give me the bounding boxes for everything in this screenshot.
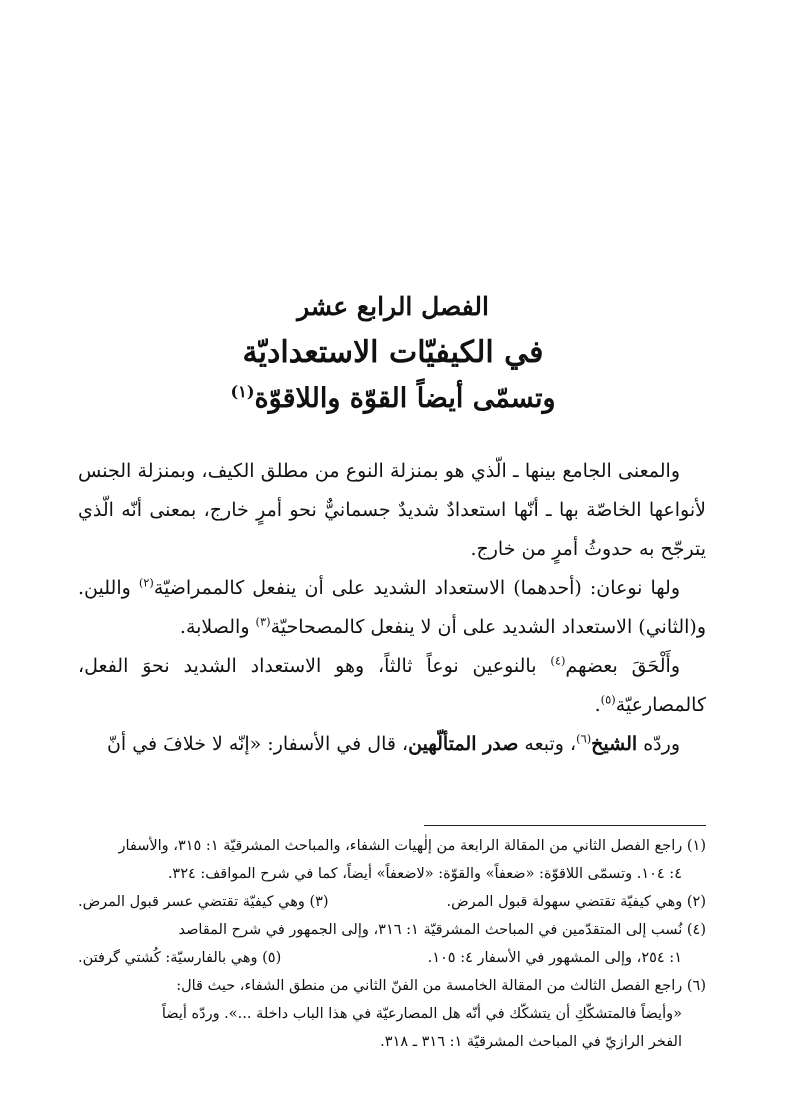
footnotes (78, 832, 706, 1056)
footnote-4-line-2: ١: ٢٥٤، وإلى المشهور في الأسفار ٤: ١٠٥. (427, 950, 682, 966)
footnote-1-line-1: (١) راجع الفصل الثاني من المقالة الرابعة من إلٰهيات الشفاء، والمباحث المشرقيّة ١: ٣١٥، والأسفار (118, 838, 706, 854)
footnote-6-line-1: (٦) راجع الفصل الثالث من المقالة الخامسة من الفنّ الثاني من منطق الشفاء، حيث قال: (176, 978, 706, 994)
paragraph-3 (78, 647, 706, 725)
chapter-number-heading: الفصل الرابع عشر (297, 292, 489, 321)
footnote-ref-2: (٢) (138, 575, 154, 590)
footnote-3: (٣) وهي كيفيّة تقتضي عسر قبول المرض. (78, 894, 329, 910)
paragraph-3-part-a: وأَلْحَقَ بعضهم (565, 655, 680, 677)
footnote-ref-6: (٦) (576, 731, 592, 746)
paragraph-4-part-b: ، وتبعه (518, 733, 577, 755)
paragraph-2-part-c: والصلابة. (179, 616, 256, 638)
paragraph-4-part-a: وردّه (637, 733, 680, 755)
footnote-ref-1: (١) (230, 382, 255, 401)
footnote-6-line-3: الفخر الرازيّ في المباحث المشرقيّة ١: ٣١٦ ـ ٣١٨. (380, 1034, 682, 1050)
paragraph-3-part-b: بالنوعين نوعاً ثالثاً، وهو الاستعداد الشديد نحوَ الفعل، كالمصارعيّة (78, 655, 706, 716)
paragraph-2-part-a: ولها نوعان: (أحدهما) الاستعداد الشديد على أن ينفعل كالممراضيّة (153, 577, 681, 599)
footnote-6-line-2: «وأيضاً فالمتشكّكِ أن يتشكّك في أنّه هل المصارعيّة في هذا الباب داخلة ...». وردّه أيضاً (161, 1006, 682, 1022)
subtitle-text: وتسمّى أيضاً القوّة واللاقوّة (254, 383, 556, 414)
paragraph-4-part-c: ، قال في الأسفار: «إنّه لا خلافَ في أنّ (106, 733, 409, 755)
footnote-ref-5: (٥) (600, 692, 616, 707)
chapter-title-heading: في الكيفيّات الاستعداديّة (242, 335, 544, 370)
footnote-4-5-row (78, 944, 706, 972)
paragraph-2 (78, 569, 706, 647)
name-sadr-al-mutaallihin: صدر المتألّهين (408, 733, 519, 755)
paragraph-2-part-b: واللين. و(الثاني) الاستعداد الشديد على أن لا ينفعل كالمصحاحيّة (78, 577, 706, 638)
paragraph-4 (78, 725, 706, 764)
footnote-2: (٢) وهي كيفيّة تقتضي سهولة قبول المرض. (446, 894, 706, 910)
chapter-subtitle-heading (0, 377, 786, 421)
paragraph-1: والمعنى الجامع بينها ـ الّذي هو بمنزلة النوع من مطلق الكيف، وبمنزلة الجنس لأنواعها الخاصّة بها ـ أنّها استعدادٌ شديدٌ جسمانيٌّ نحو أمرٍ خارج، بمعنى أنّه الّذي يترجّح به حدوثُ أمرٍ من خارج. (78, 460, 706, 560)
footnote-4-line-1: (٤) نُسب إلى المتقدّمين في المباحث المشرقيّة ١: ٣١٦، وإلى الجمهور في شرح المقاصد (178, 922, 706, 938)
footnote-ref-3: (٣) (255, 614, 271, 629)
footnote-ref-4: (٤) (550, 653, 566, 668)
footnote-separator (424, 825, 706, 826)
footnote-5: (٥) وهي بالفارسيّة: كُشتي گرفتن. (78, 950, 282, 966)
footnote-1-line-2: ٤: ١٠٤. وتسمّى اللاقوّة: «ضعفاً» والقوّة: «لاضعفاً» أيضاً، كما في شرح المواقف: ٣٢٤. (167, 866, 682, 882)
footnote-2-3-row (78, 888, 706, 916)
main-body-text (78, 452, 706, 764)
chapter-heading-block (0, 285, 786, 421)
paragraph-3-part-c: . (594, 694, 601, 716)
name-shaykh: الشيخ (591, 733, 638, 755)
